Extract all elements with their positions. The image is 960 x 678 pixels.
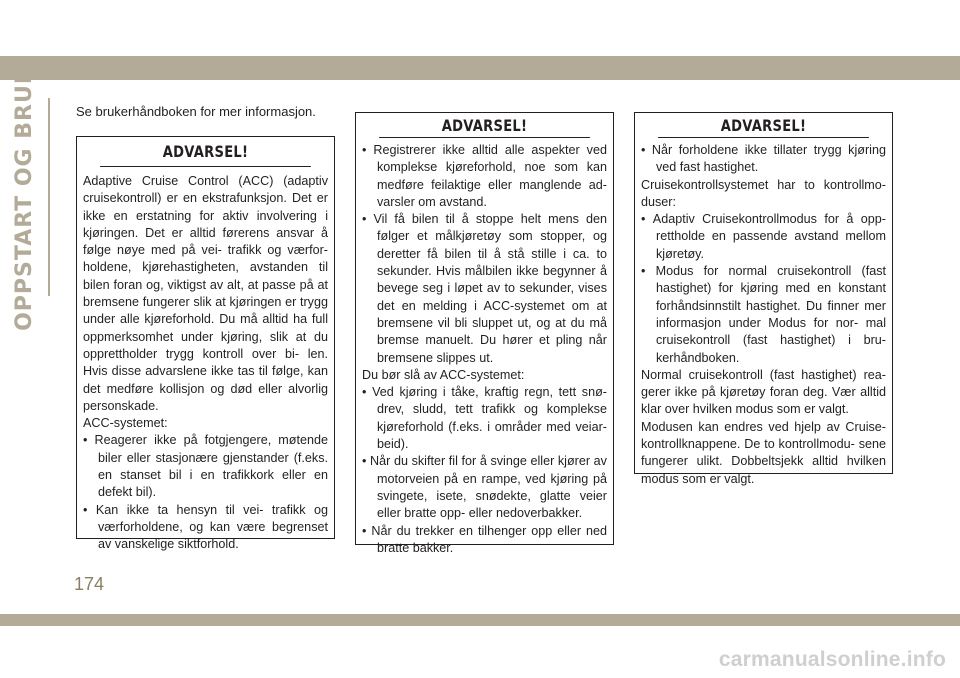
bullet-item: • Modus for normal cruisekontroll (fast hastighet) for kjøring med en konstant forhåndsinnstilt hastighet. Du finner mer informasjon under Modus for nor- mal cruisekontroll (fast hastighet) i bru- kerhåndboken. xyxy=(641,263,886,367)
bullet-item: • Vil få bilen til å stoppe helt mens den følger et målkjøretøy som stopper, og deretter få bilen til å stå stille i ca. to sekunder. Hvis målbilen ikke begynner å bevege seg i løpet av to sekunder, vises det en melding i ACC-systemet om at bremsene vil bli sluppet ut, og at du må bremse manuelt. Du hører et pling når bremsene slippes ut. xyxy=(362,211,607,367)
bullet-item: • Adaptiv Cruisekontrollmodus for å opp- rettholde en passende avstand mellom kjøretøy. xyxy=(641,211,886,263)
bullet-item: • Når du skifter fil for å svinge eller kjører av motorveien på en rampe, ved kjøring på svingete, isete, snødekte, glatte veier eller bratte opp- eller nedoverbakker. xyxy=(362,453,607,522)
warning-box-1 xyxy=(76,136,335,552)
warning-body xyxy=(77,167,334,554)
warning-box-3 xyxy=(634,112,893,486)
warning-heading: ADVARSEL! xyxy=(658,113,869,138)
warning-heading: ADVARSEL! xyxy=(100,137,311,167)
warning-paragraph: Du bør slå av ACC-systemet: xyxy=(362,367,525,382)
bullet-item: • Kan ikke ta hensyn til vei- trafikk og værforholdene, og kan være begrenset av vanskelige siktforhold. xyxy=(83,502,328,554)
warning-paragraph: Normal cruisekontroll (fast hastighet) rea- gerer ikke på kjøretøy foran deg. Vær alltid klar over hvilken modus som er valgt. xyxy=(641,367,886,417)
bullet-item: • Ved kjøring i tåke, kraftig regn, tett snø- drev, sludd, tett trafikk og komplekse kjøreforhold (f.eks. i områder med veiar- beid). xyxy=(362,384,607,453)
top-margin xyxy=(0,0,960,56)
warning-box-2 xyxy=(355,112,614,555)
bullet-item: • Når forholdene ikke tillater trygg kjøring ved fast hastighet. xyxy=(641,142,886,177)
warning-body xyxy=(356,138,613,557)
warning-heading: ADVARSEL! xyxy=(379,113,590,138)
section-title: OPPSTART OG BRUK xyxy=(11,65,37,331)
section-tab xyxy=(4,65,44,331)
warning-paragraph: Modusen kan endres ved hjelp av Cruise- kontrollknappene. De to kontrollmodu- sene fungerer ulikt. Dobbeltsjekk alltid hvilken modus som er valgt. xyxy=(641,419,886,486)
warning-paragraph: Adaptive Cruise Control (ACC) (adaptiv cruisekontroll) er en ekstrafunksjon. Det er ikke en erstatning for aktiv involvering i kjøringen. Det er alltid førerens ansvar å følge nøye med på vei- trafikk og værfor- holdene, kjørehastigheten, avstanden til bilen foran og, viktigst av alt, at passe på at bremsene fungerer slik at kjøringen er trygg under alle kjøreforhold. Du må alltid ha full oppmerksomhet under kjøring, slik at du opprettholder trygg kontroll over bi- len. Hvis disse advarslene ikke tas til følge, kan det medføre kollisjon og død eller alvorlig personskade. xyxy=(83,174,328,413)
warning-body xyxy=(635,138,892,488)
header-band xyxy=(0,56,960,80)
footer-band xyxy=(0,614,960,626)
page-number: 174 xyxy=(74,574,105,594)
bullet-item: • Når du trekker en tilhenger opp eller ned bratte bakker. xyxy=(362,523,607,558)
warning-paragraph: Cruisekontrollsystemet har to kontrollmo- duser: xyxy=(641,177,886,209)
watermark: carmanualsonline.info xyxy=(718,648,946,671)
intro-text: Se brukerhåndboken for mer informasjon. xyxy=(76,104,316,119)
warning-paragraph: ACC-systemet: xyxy=(83,416,168,431)
bullet-item: • Registrerer ikke alltid alle aspekter ved komplekse kjøreforhold, noe som kan medføre feilaktige eller manglende ad- varsler om avstand. xyxy=(362,142,607,211)
bullet-item: • Reagerer ikke på fotgjengere, møtende biler eller stasjonære gjenstander (f.eks. en stanset bil i en trafikkork eller en defekt bil). xyxy=(83,432,328,501)
section-divider xyxy=(48,98,50,296)
